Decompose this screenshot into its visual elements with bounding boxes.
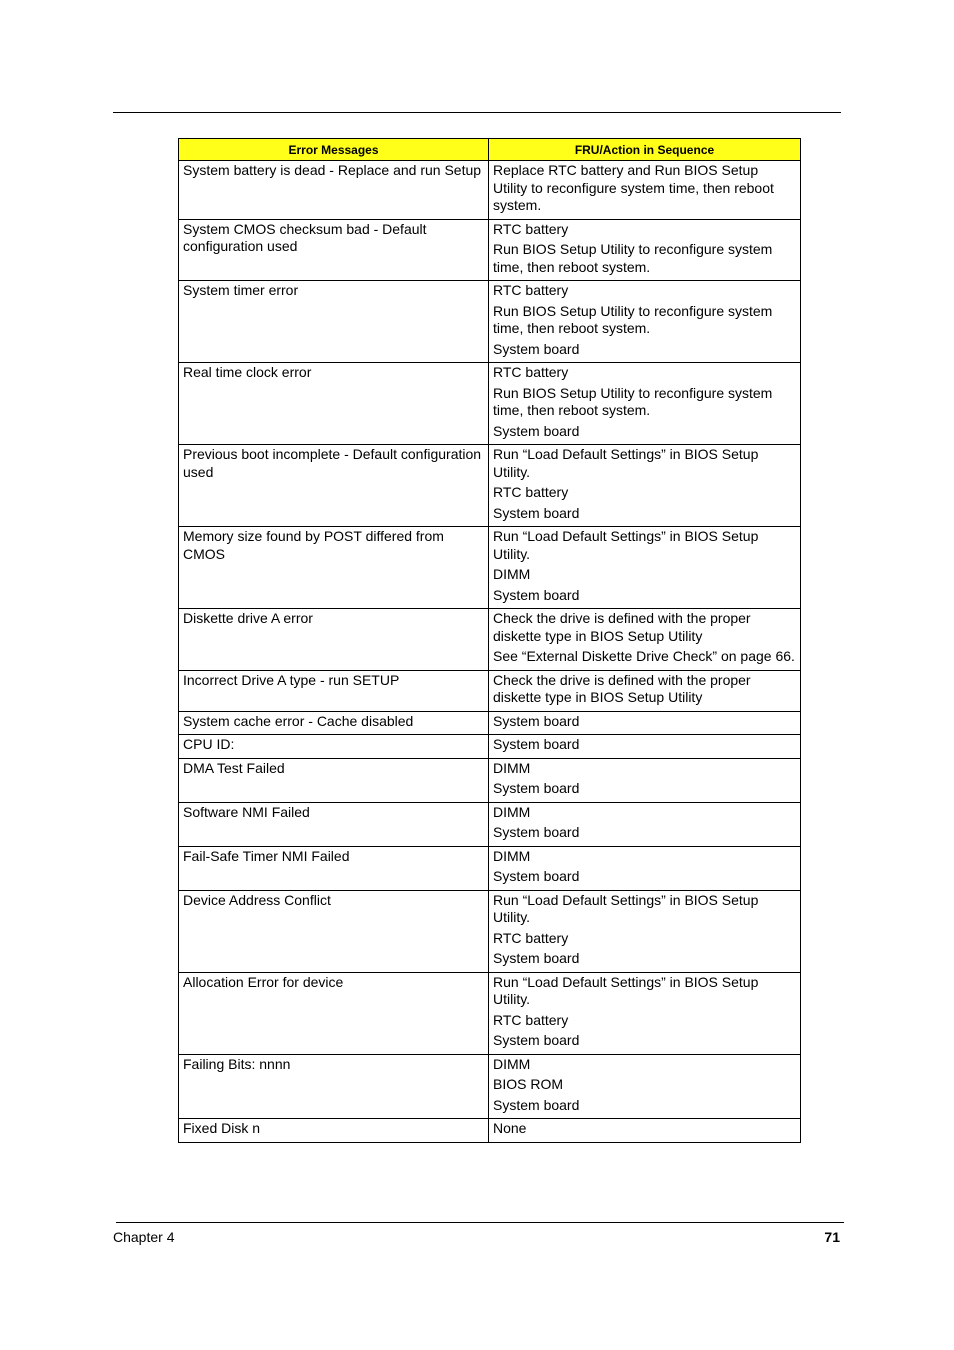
table-row <box>179 802 801 846</box>
table-row <box>179 1119 801 1143</box>
fru-action-item: System board <box>493 712 580 729</box>
fru-action-item: DIMM <box>493 759 531 776</box>
fru-action-item: System board <box>493 1096 580 1113</box>
footer-page-number: 71 <box>824 1229 840 1245</box>
fru-action-item: Run BIOS Setup Utility to reconfigure system time, then reboot system. <box>493 302 773 336</box>
fru-action-item: DIMM <box>493 566 531 582</box>
error-message-cell: CPU ID: <box>179 735 489 759</box>
table-row <box>179 281 801 363</box>
fru-action-item: System board <box>493 504 580 521</box>
error-message-cell: Allocation Error for device <box>179 972 489 1054</box>
fru-action-item: RTC battery <box>493 220 569 237</box>
table-row <box>179 219 801 281</box>
fru-action-item: Replace RTC battery and Run BIOS Setup Utility to reconfigure system time, then reboot system. <box>493 162 774 213</box>
fru-action-item: RTC battery <box>493 364 569 380</box>
error-message-cell: System battery is dead - Replace and run Setup <box>179 161 489 220</box>
fru-action-item: System board <box>493 340 580 357</box>
fru-action-item: System board <box>493 950 580 966</box>
error-message-cell: Previous boot incomplete - Default configuration used <box>179 445 489 527</box>
table-row <box>179 161 801 220</box>
fru-action-cell <box>489 219 801 281</box>
fru-action-item: DIMM <box>493 847 531 864</box>
fru-action-cell <box>489 846 801 890</box>
fru-action-cell <box>489 1119 801 1143</box>
fru-action-item: BIOS ROM <box>493 1076 564 1092</box>
fru-action-item: System board <box>493 586 580 603</box>
fru-action-item: Run “Load Default Settings” in BIOS Setup Utility. <box>493 973 759 1007</box>
fru-action-cell <box>489 363 801 445</box>
table-body <box>179 161 801 1143</box>
fru-action-cell <box>489 161 801 220</box>
error-message-cell: Incorrect Drive A type - run SETUP <box>179 670 489 711</box>
table-row <box>179 735 801 759</box>
fru-action-item: DIMM <box>493 1055 531 1072</box>
error-message-cell: DMA Test Failed <box>179 758 489 802</box>
fru-action-cell <box>489 711 801 735</box>
fru-action-cell <box>489 527 801 609</box>
error-message-cell: System cache error - Cache disabled <box>179 711 489 735</box>
header-rule <box>113 112 841 113</box>
fru-action-item: Check the drive is defined with the proper diskette type in BIOS Setup Utility <box>493 671 751 705</box>
error-message-cell: System CMOS checksum bad - Default configuration used <box>179 219 489 281</box>
fru-action-cell <box>489 609 801 671</box>
error-message-cell: Diskette drive A error <box>179 609 489 671</box>
error-message-cell: Failing Bits: nnnn <box>179 1054 489 1119</box>
fru-action-item: Run BIOS Setup Utility to reconfigure system time, then reboot system. <box>493 241 773 275</box>
fru-action-item: Check the drive is defined with the proper diskette type in BIOS Setup Utility <box>493 610 751 644</box>
error-message-cell: Memory size found by POST differed from CMOS <box>179 527 489 609</box>
fru-action-item: Run BIOS Setup Utility to reconfigure system time, then reboot system. <box>493 384 773 418</box>
table-row <box>179 527 801 609</box>
fru-action-cell <box>489 758 801 802</box>
table-row <box>179 972 801 1054</box>
column-header-error-messages: Error Messages <box>179 139 489 161</box>
fru-action-item: Run “Load Default Settings” in BIOS Setup Utility. <box>493 891 759 925</box>
fru-action-cell <box>489 735 801 759</box>
table-row <box>179 890 801 972</box>
fru-action-item: RTC battery <box>493 929 569 946</box>
fru-action-item: Run “Load Default Settings” in BIOS Setup Utility. <box>493 446 759 480</box>
fru-action-cell <box>489 1054 801 1119</box>
error-message-cell: Software NMI Failed <box>179 802 489 846</box>
fru-action-cell <box>489 972 801 1054</box>
fru-action-item: System board <box>493 868 580 884</box>
table-row <box>179 711 801 735</box>
fru-action-item: RTC battery <box>493 484 569 500</box>
fru-action-item: System board <box>493 422 580 439</box>
table-row <box>179 609 801 671</box>
fru-action-item: System board <box>493 736 580 752</box>
fru-action-cell <box>489 802 801 846</box>
error-message-cell: Fixed Disk n <box>179 1119 489 1143</box>
fru-action-item: System board <box>493 780 580 796</box>
fru-action-item: Run “Load Default Settings” in BIOS Setup Utility. <box>493 528 759 562</box>
error-message-cell: Fail-Safe Timer NMI Failed <box>179 846 489 890</box>
table-row <box>179 670 801 711</box>
fru-action-item: DIMM <box>493 803 531 820</box>
table-row <box>179 1054 801 1119</box>
fru-action-cell <box>489 670 801 711</box>
footer-chapter: Chapter 4 <box>113 1229 175 1245</box>
error-messages-table <box>178 138 801 1143</box>
column-header-fru-action: FRU/Action in Sequence <box>489 139 801 161</box>
table-row <box>179 445 801 527</box>
table-row <box>179 846 801 890</box>
error-message-cell: System timer error <box>179 281 489 363</box>
fru-action-item: RTC battery <box>493 282 569 298</box>
table-row <box>179 363 801 445</box>
error-message-cell: Device Address Conflict <box>179 890 489 972</box>
error-message-cell: Real time clock error <box>179 363 489 445</box>
fru-action-item: RTC battery <box>493 1011 569 1028</box>
fru-action-item: System board <box>493 824 580 840</box>
fru-action-cell <box>489 890 801 972</box>
fru-action-item: None <box>493 1120 527 1136</box>
fru-action-cell <box>489 281 801 363</box>
fru-action-item: System board <box>493 1032 580 1048</box>
table-row <box>179 758 801 802</box>
table-header-row <box>179 139 801 161</box>
footer-rule <box>116 1222 844 1223</box>
fru-action-cell <box>489 445 801 527</box>
fru-action-item: See “External Diskette Drive Check” on page 66. <box>493 648 795 664</box>
